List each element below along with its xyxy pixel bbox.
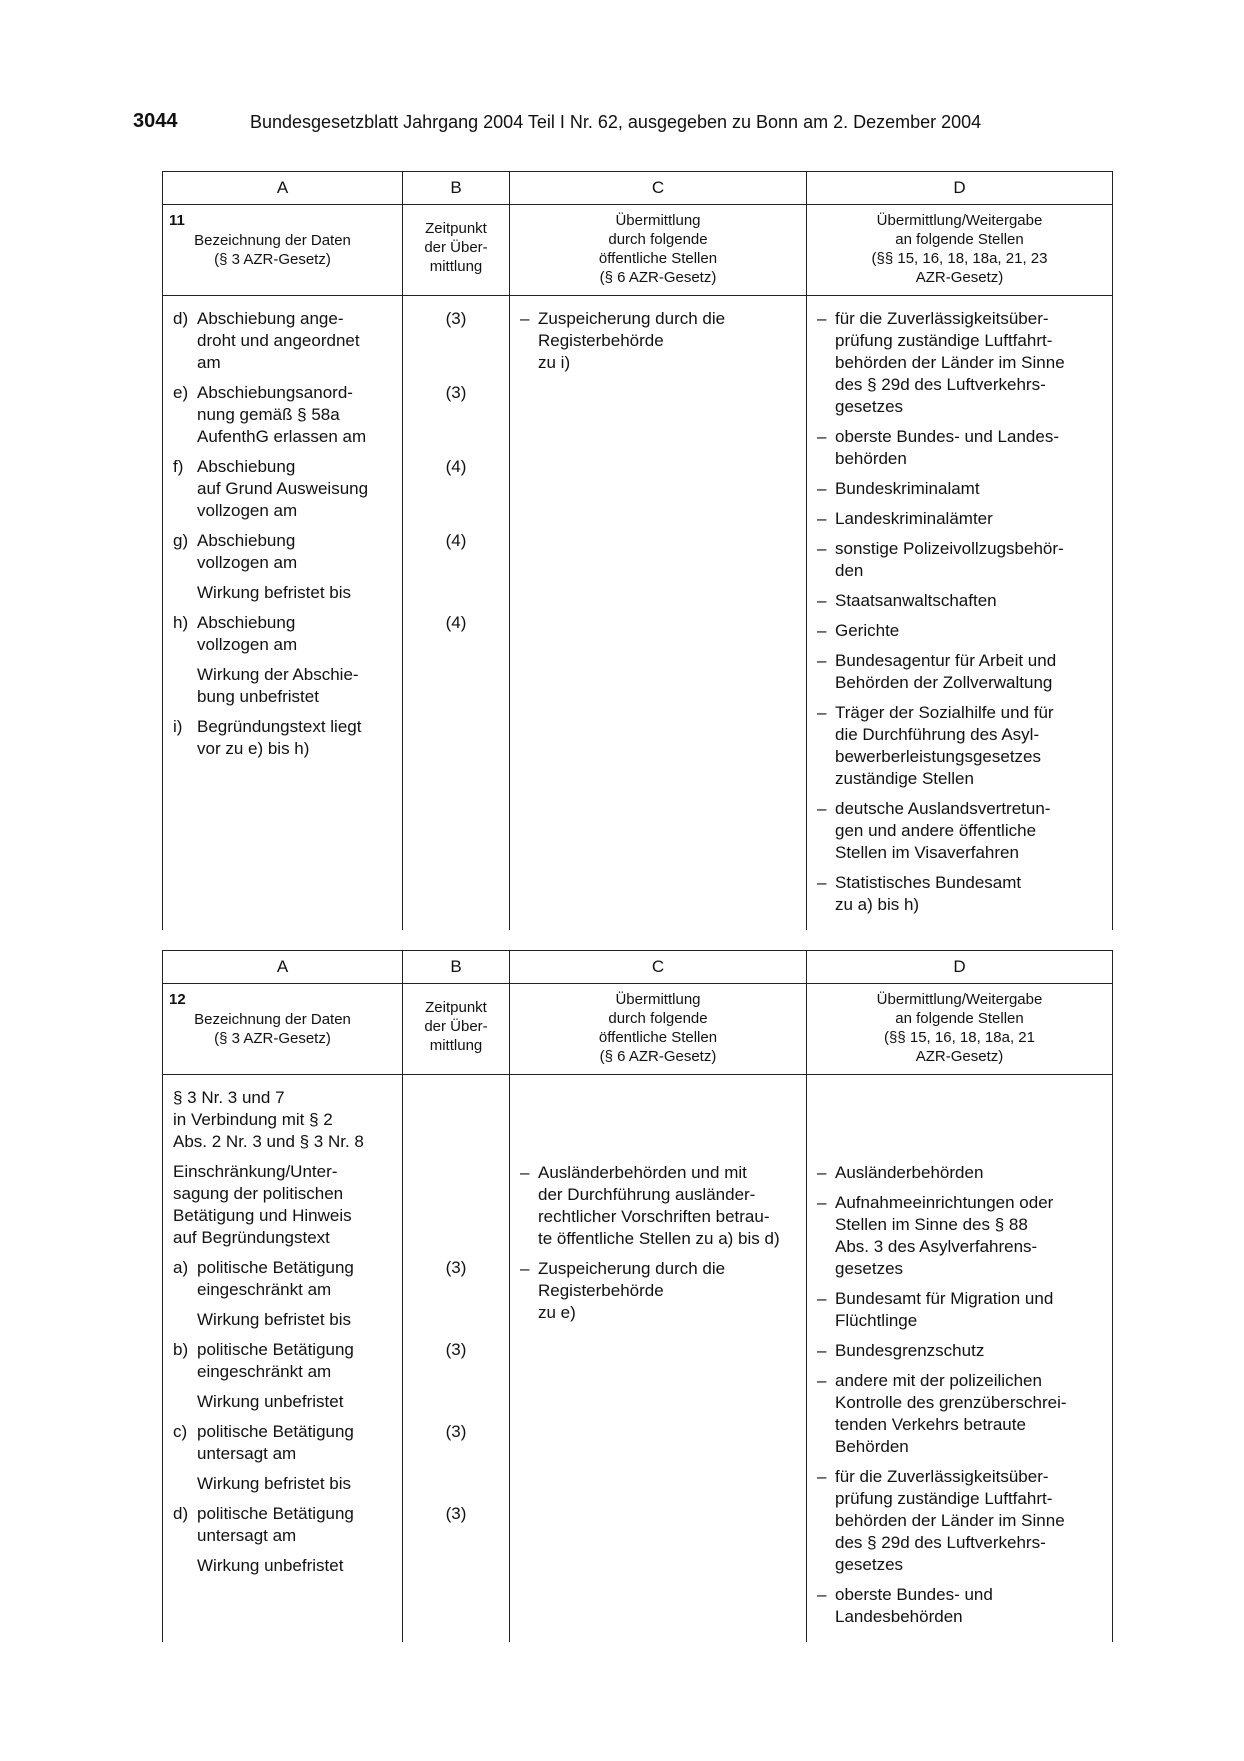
item-label: g) xyxy=(173,531,189,550)
data-item xyxy=(173,1503,394,1547)
item-label: h) xyxy=(173,613,189,632)
recipient-body-text: oberste Bundes- und Landesbehörden xyxy=(835,1584,993,1626)
header-d: Übermittlung/Weitergabe an folgende Stellen (§§ 15, 16, 18, 18a, 21 AZR-Gesetz) xyxy=(807,984,1113,1075)
recipient-body-text: Staatsanwaltschaften xyxy=(835,591,997,610)
data-item-continuation: Wirkung unbefristet xyxy=(197,1392,344,1411)
column-letter-a: A xyxy=(163,951,403,984)
recipient-body xyxy=(817,1584,1104,1628)
recipient-body xyxy=(817,1340,1104,1362)
transmission-time: (3) xyxy=(445,1504,467,1523)
transmitting-body xyxy=(520,308,798,374)
transmission-time: (3) xyxy=(445,1258,467,1277)
header-a xyxy=(163,984,403,1075)
data-item xyxy=(173,530,394,574)
column-letter-d: D xyxy=(807,172,1113,205)
item-text: Abschiebung auf Grund Ausweisung vollzogen am xyxy=(197,457,369,520)
recipient-body xyxy=(817,1162,1104,1184)
header-a xyxy=(163,205,403,296)
dash-marker: – xyxy=(817,509,827,528)
item-label: f) xyxy=(173,457,184,476)
column-c-cell xyxy=(510,1075,807,1642)
dash-marker: – xyxy=(817,539,827,558)
item-label: d) xyxy=(173,1504,189,1523)
dash-marker: – xyxy=(817,621,827,640)
recipient-body xyxy=(817,702,1104,790)
page-title: Bundesgesetzblatt Jahrgang 2004 Teil I Nr. 62, ausgegeben zu Bonn am 2. Dezember 2004 xyxy=(250,112,982,132)
table-11 xyxy=(162,171,1113,930)
dash-marker: – xyxy=(817,1288,827,1308)
data-item xyxy=(173,382,394,448)
table-12 xyxy=(162,950,1113,1642)
item-text: politische Betätigung untersagt am xyxy=(197,1422,354,1463)
column-b-cell xyxy=(403,1075,510,1642)
recipient-body-text: deutsche Auslandsvertretun- gen und andere öffentliche Stellen im Visaverfahren xyxy=(835,799,1051,862)
recipient-body-text: oberste Bundes- und Landes- behörden xyxy=(835,427,1059,468)
transmission-time: (4) xyxy=(445,531,467,550)
table-number: 11 xyxy=(169,212,185,229)
item-text: politische Betätigung eingeschränkt am xyxy=(197,1340,354,1381)
recipient-body xyxy=(817,426,1104,470)
recipient-body-text: Landeskriminalämter xyxy=(835,509,993,528)
data-item xyxy=(173,456,394,522)
recipient-body xyxy=(817,1192,1104,1280)
transmission-time: (4) xyxy=(445,457,467,476)
dash-marker: – xyxy=(817,1162,827,1182)
dash-marker: – xyxy=(817,1466,827,1486)
column-a-cell xyxy=(163,296,403,931)
recipient-body-text: Träger der Sozialhilfe und für die Durchführung des Asyl- bewerberleistungsgesetzes zuständige Stellen xyxy=(835,703,1054,788)
transmitting-body xyxy=(520,1162,798,1250)
column-letter-b: B xyxy=(403,172,510,205)
item-text: Abschiebung vollzogen am xyxy=(197,531,298,572)
transmission-time: (4) xyxy=(445,613,467,632)
recipient-body-text: Gerichte xyxy=(835,621,900,640)
recipient-body xyxy=(817,308,1104,418)
data-item xyxy=(173,612,394,656)
column-a-cell xyxy=(163,1075,403,1642)
recipient-body-text: sonstige Polizeivollzugsbehör- den xyxy=(835,539,1064,580)
transmission-time: (3) xyxy=(445,1340,467,1359)
transmitting-body-text: Zuspeicherung durch die Registerbehörde zu i) xyxy=(538,309,726,372)
recipient-body-text: Bundesgrenzschutz xyxy=(835,1340,985,1360)
dash-marker: – xyxy=(520,309,530,328)
recipient-body xyxy=(817,1370,1104,1458)
item-text: politische Betätigung untersagt am xyxy=(197,1504,354,1545)
recipient-body-text: für die Zuverlässigkeitsüber- prüfung zuständige Luftfahrt- behörden der Länder im Sinne des § 29d des Luftverkehrs- gesetzes xyxy=(835,309,1065,416)
recipient-body-text: Bundeskriminalamt xyxy=(835,479,980,498)
recipient-body xyxy=(817,650,1104,694)
header-a-text: Bezeichnung der Daten (§ 3 AZR-Gesetz) xyxy=(194,1011,351,1047)
data-item-continuation: Wirkung der Abschie- bung unbefristet xyxy=(197,665,359,706)
recipient-body xyxy=(817,1288,1104,1332)
recipient-body xyxy=(817,590,1104,612)
transmitting-body-text: Ausländerbehörden und mit der Durchführung ausländer- rechtlicher Vorschriften betrau- te öffentliche Stellen zu a) bis d) xyxy=(538,1162,780,1248)
item-text: Abschiebung ange- droht und angeordnet am xyxy=(197,309,360,372)
dash-marker: – xyxy=(817,703,827,722)
transmitting-body xyxy=(520,1258,798,1324)
item-text: Abschiebungsanord- nung gemäß § 58a AufenthG erlassen am xyxy=(197,383,367,446)
column-letters xyxy=(163,172,1113,205)
transmission-time: (3) xyxy=(445,1422,467,1441)
header-a-text: Bezeichnung der Daten (§ 3 AZR-Gesetz) xyxy=(194,232,351,268)
dash-marker: – xyxy=(817,479,827,498)
recipient-body-text: Statistisches Bundesamt zu a) bis h) xyxy=(835,873,1022,914)
dash-marker: – xyxy=(520,1258,530,1278)
header-d: Übermittlung/Weitergabe an folgende Stellen (§§ 15, 16, 18, 18a, 21, 23 AZR-Gesetz) xyxy=(807,205,1113,296)
column-letter-c: C xyxy=(510,172,807,205)
recipient-body xyxy=(817,798,1104,864)
dash-marker: – xyxy=(817,1584,827,1604)
recipient-body xyxy=(817,538,1104,582)
dash-marker: – xyxy=(520,1162,530,1182)
recipient-body xyxy=(817,478,1104,500)
recipient-body-text: für die Zuverlässigkeitsüber- prüfung zuständige Luftfahrt- behörden der Länder im Sinne des § 29d des Luftverkehrs- gesetzes xyxy=(835,1466,1065,1574)
body-row xyxy=(163,1075,1113,1642)
item-text: Begründungstext liegt vor zu e) bis h) xyxy=(197,717,362,758)
recipient-body xyxy=(817,872,1104,916)
data-item-continuation: Wirkung befristet bis xyxy=(197,583,351,602)
recipient-body xyxy=(817,620,1104,642)
dash-marker: – xyxy=(817,309,827,328)
dash-marker: – xyxy=(817,427,827,446)
data-group-heading: Einschränkung/Unter- sagung der politischen Betätigung und Hinweis auf Begründungstext xyxy=(173,1162,352,1247)
recipient-body-text: Ausländerbehörden xyxy=(835,1162,984,1182)
column-d-cell xyxy=(807,296,1113,931)
page-header xyxy=(133,110,1113,140)
data-item xyxy=(173,1421,394,1465)
dash-marker: – xyxy=(817,1192,827,1212)
data-item-continuation: Wirkung unbefristet xyxy=(197,1556,344,1575)
page-number: 3044 xyxy=(133,110,178,132)
data-item-continuation: Wirkung befristet bis xyxy=(197,1310,351,1329)
column-letters xyxy=(163,951,1113,984)
recipient-body-text: andere mit der polizeilichen Kontrolle des grenzüberschrei- tenden Verkehrs betraute Behörden xyxy=(835,1370,1067,1456)
recipient-body-text: Aufnahmeeinrichtungen oder Stellen im Sinne des § 88 Abs. 3 des Asylverfahrens- gesetzes xyxy=(835,1192,1054,1278)
column-letter-b: B xyxy=(403,951,510,984)
item-text: politische Betätigung eingeschränkt am xyxy=(197,1258,354,1299)
transmission-time: (3) xyxy=(445,383,467,402)
column-c-cell xyxy=(510,296,807,931)
recipient-body-text: Bundesamt für Migration und Flüchtlinge xyxy=(835,1288,1054,1330)
dash-marker: – xyxy=(817,1340,827,1360)
dash-marker: – xyxy=(817,799,827,818)
column-b-cell xyxy=(403,296,510,931)
transmission-time: (3) xyxy=(445,309,467,328)
item-label: a) xyxy=(173,1258,189,1277)
dash-marker: – xyxy=(817,591,827,610)
item-label: d) xyxy=(173,309,189,328)
column-letter-a: A xyxy=(163,172,403,205)
dash-marker: – xyxy=(817,1370,827,1390)
legal-reference: § 3 Nr. 3 und 7 in Verbindung mit § 2 Abs. 2 Nr. 3 und § 3 Nr. 8 xyxy=(173,1088,364,1151)
item-label: b) xyxy=(173,1340,189,1359)
column-headers xyxy=(163,984,1113,1075)
item-label: c) xyxy=(173,1422,188,1441)
recipient-body xyxy=(817,508,1104,530)
data-item xyxy=(173,716,394,760)
header-b: Zeitpunkt der Über- mittlung xyxy=(403,205,510,296)
header-c: Übermittlung durch folgende öffentliche Stellen (§ 6 AZR-Gesetz) xyxy=(510,205,807,296)
transmitting-body-text: Zuspeicherung durch die Registerbehörde zu e) xyxy=(538,1258,726,1322)
body-row xyxy=(163,296,1113,931)
recipient-body xyxy=(817,1466,1104,1576)
recipient-body-text: Bundesagentur für Arbeit und Behörden der Zollverwaltung xyxy=(835,651,1057,692)
column-headers xyxy=(163,205,1113,296)
item-text: Abschiebung vollzogen am xyxy=(197,613,298,654)
data-item xyxy=(173,308,394,374)
dash-marker: – xyxy=(817,873,827,892)
item-label: i) xyxy=(173,717,183,736)
table-number: 12 xyxy=(169,991,186,1008)
column-letter-c: C xyxy=(510,951,807,984)
header-c: Übermittlung durch folgende öffentliche Stellen (§ 6 AZR-Gesetz) xyxy=(510,984,807,1075)
header-b: Zeitpunkt der Über- mittlung xyxy=(403,984,510,1075)
data-item xyxy=(173,1339,394,1383)
item-label: e) xyxy=(173,383,189,402)
data-item-continuation: Wirkung befristet bis xyxy=(197,1474,351,1493)
dash-marker: – xyxy=(817,651,827,670)
column-d-cell xyxy=(807,1075,1113,1642)
data-item xyxy=(173,1257,394,1301)
column-letter-d: D xyxy=(807,951,1113,984)
